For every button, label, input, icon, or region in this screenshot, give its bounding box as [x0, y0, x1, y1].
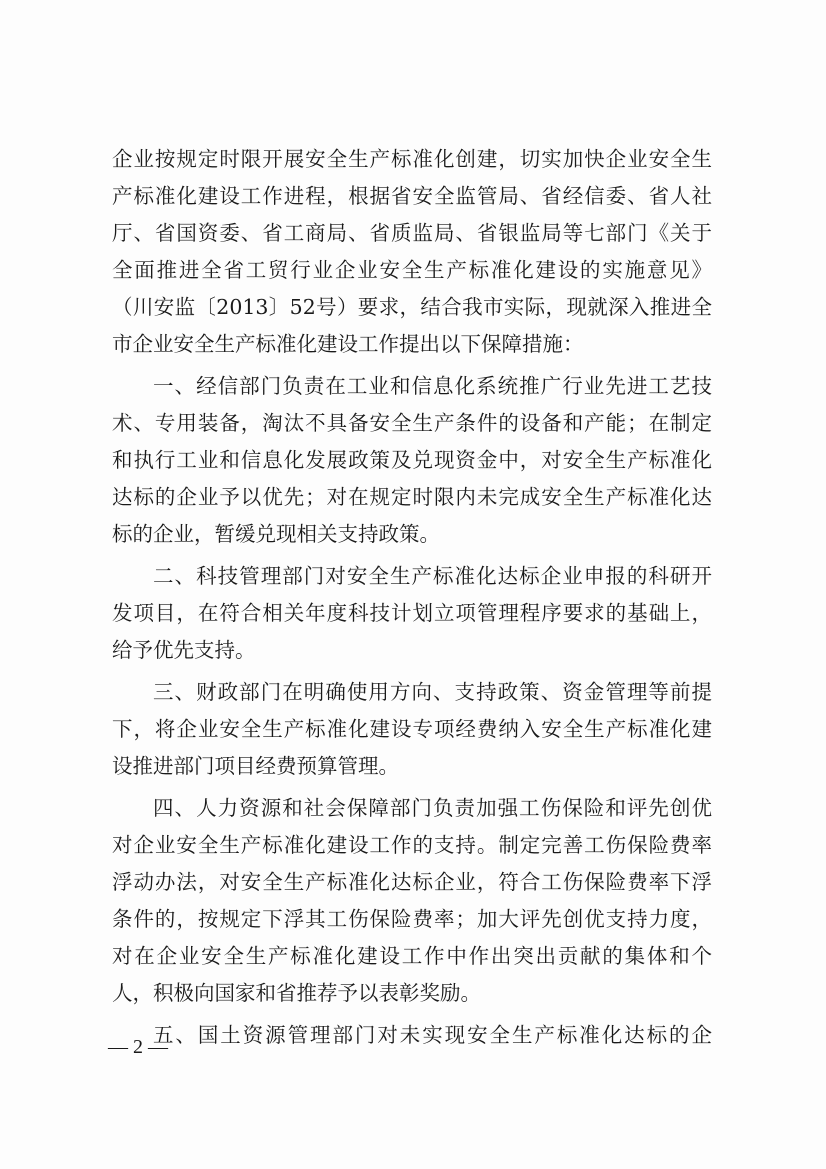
text-line: （川安监〔2013〕52号）要求，结合我市实际，现就深入推进全 — [112, 295, 712, 319]
text-line: 术、专用装备，淘汰不具备安全生产条件的设备和产能；在制定 — [112, 411, 712, 435]
body-text — [112, 141, 712, 1054]
text-line: 厅、省国资委、省工商局、省质监局、省银监局等七部门《关于 — [112, 221, 712, 245]
text-line: 条件的，按规定下浮其工伤保险费率；加大评先创优支持力度， — [112, 907, 712, 931]
text-line: 达标的企业予以优先；对在规定时限内未完成安全生产标准化达 — [112, 485, 712, 509]
text-line: 产标准化建设工作进程，根据省安全监管局、省经信委、省人社 — [112, 184, 712, 208]
paragraph-measure-2 — [112, 558, 712, 669]
text-line: 三、财政部门在明确使用方向、支持政策、资金管理等前提 — [153, 680, 712, 704]
paragraph-measure-3 — [112, 674, 712, 785]
text-line: 对在企业安全生产标准化建设工作中作出突出贡献的集体和个 — [112, 944, 712, 968]
paragraph-measure-4 — [112, 790, 712, 1012]
text-line: 全面推进全省工贸行业企业安全生产标准化建设的实施意见》 — [112, 258, 712, 282]
text-line: 和执行工业和信息化发展政策及兑现资金中，对安全生产标准化 — [112, 448, 712, 472]
text-line: 四、人力资源和社会保障部门负责加强工伤保险和评先创优 — [153, 796, 712, 820]
text-line: 浮动办法，对安全生产标准化达标企业，符合工伤保险费率下浮 — [112, 870, 712, 894]
paragraph-intro — [112, 141, 712, 363]
text-line: 设推进部门项目经费预算管理。 — [112, 754, 399, 778]
text-line: 企业按规定时限开展安全生产标准化创建，切实加快企业安全生 — [112, 147, 712, 171]
text-line: 二、科技管理部门对安全生产标准化达标企业申报的科研开 — [153, 564, 712, 588]
text-line: 人，积极向国家和省推荐予以表彰奖励。 — [112, 981, 481, 1005]
text-line: 市企业安全生产标准化建设工作提出以下保障措施： — [112, 332, 584, 356]
text-line: 对企业安全生产标准化建设工作的支持。制定完善工伤保险费率 — [112, 833, 712, 857]
text-line: 给予优先支持。 — [112, 638, 256, 662]
text-line: 发项目，在符合相关年度科技计划立项管理程序要求的基础上， — [112, 601, 712, 625]
text-line: 标的企业，暂缓兑现相关支持政策。 — [112, 522, 440, 546]
page-number: — 2 — — [108, 1036, 168, 1058]
paragraph-measure-1 — [112, 368, 712, 553]
text-line: 下，将企业安全生产标准化建设专项经费纳入安全生产标准化建 — [112, 717, 712, 741]
text-line: 五、国土资源管理部门对未实现安全生产标准化达标的企 — [153, 1023, 712, 1047]
text-line: 一、经信部门负责在工业和信息化系统推广行业先进工艺技 — [153, 374, 712, 398]
paragraph-measure-5 — [112, 1017, 712, 1054]
